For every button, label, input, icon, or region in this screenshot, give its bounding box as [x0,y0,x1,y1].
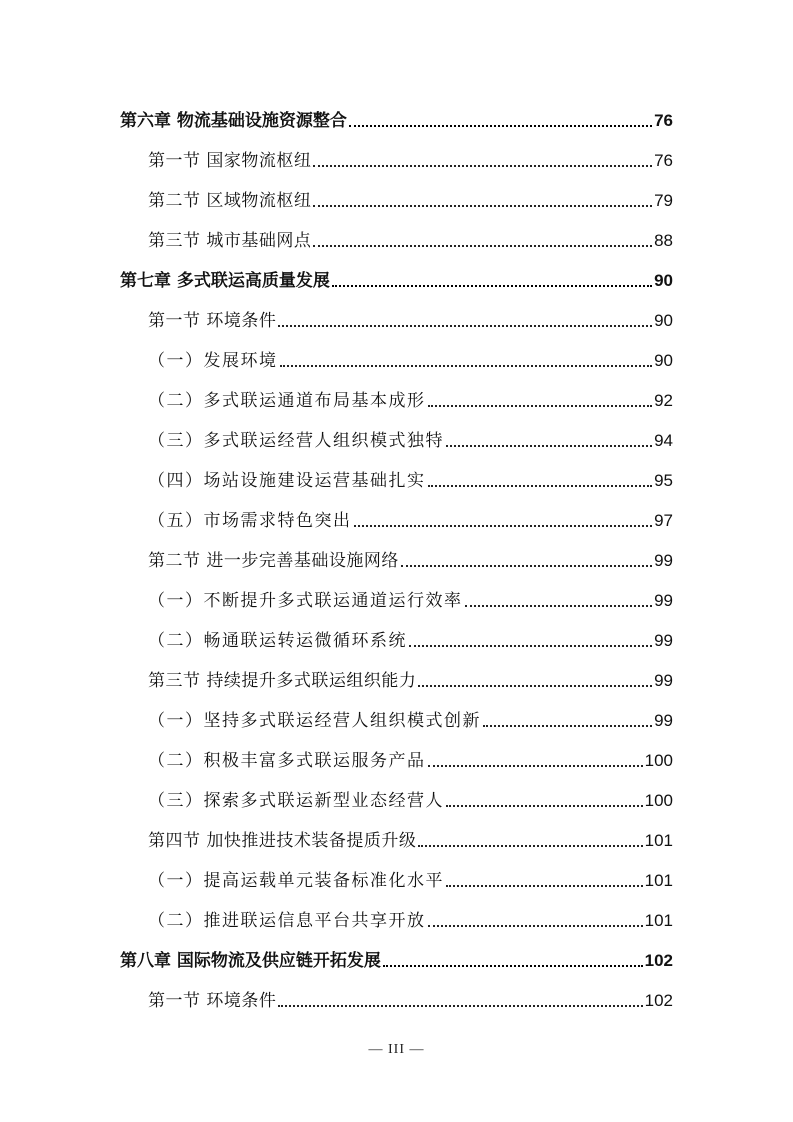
toc-entry-label: （五）市场需求特色突出 [148,511,352,531]
toc-entry[interactable] [148,346,673,372]
toc-entry-label: 第三节 持续提升多式联运组织能力 [148,671,417,691]
toc-entry-label: （一）提高运载单元装备标准化水平 [148,871,444,891]
toc-entry-label: 第一节 环境条件 [148,991,277,1011]
dot-leader [383,965,643,967]
toc-entry-page: 99 [654,671,673,690]
dot-leader [428,405,653,407]
toc-entry[interactable] [120,106,673,132]
toc-entry-label: 第一节 环境条件 [148,311,277,331]
toc-entry[interactable] [148,146,673,172]
toc-entry-label: （三）多式联运经营人组织模式独特 [148,431,444,451]
toc-entry[interactable] [148,546,673,572]
toc-entry[interactable] [148,986,673,1012]
toc-entry[interactable] [148,226,673,252]
toc-entry-page: 101 [644,911,673,930]
dot-leader [354,525,653,527]
toc-entry-page: 90 [654,311,673,330]
toc-entry[interactable] [148,506,673,532]
toc-entry-page: 102 [644,991,673,1010]
toc-entry-page: 99 [654,591,673,610]
toc-entry[interactable] [148,386,673,412]
dot-leader [313,245,652,247]
toc-entry-label: （二）畅通联运转运微循环系统 [148,631,407,651]
dot-leader [418,845,642,847]
toc-entry-label: （一）坚持多式联运经营人组织模式创新 [148,711,481,731]
dot-leader [428,765,643,767]
dot-leader [446,445,652,447]
toc-entry-label: 第二节 进一步完善基础设施网络 [148,551,399,571]
toc-entry[interactable] [148,866,673,892]
dot-leader [446,885,643,887]
page-number: — III — [368,1042,425,1057]
toc-entry-page: 92 [654,391,673,410]
toc-entry-label: （三）探索多式联运新型业态经营人 [148,791,444,811]
toc-entry[interactable] [148,706,673,732]
toc-entry-page: 76 [654,111,673,130]
dot-leader [280,365,653,367]
toc-entry-label: 第一节 国家物流枢纽 [148,151,312,171]
toc-entry-label: 第三节 城市基础网点 [148,231,312,251]
toc-entry[interactable] [148,826,673,852]
dot-leader [465,605,653,607]
toc-entry-page: 94 [654,431,673,450]
toc-entry-page: 76 [654,151,673,170]
toc-entry-label: （一）发展环境 [148,351,278,371]
toc-entry-page: 101 [644,871,673,890]
toc-entry-page: 99 [654,711,673,730]
toc-entry[interactable] [148,466,673,492]
toc-entry-page: 90 [654,271,673,290]
dot-leader [313,165,652,167]
toc-entry[interactable] [148,906,673,932]
toc-entry-label: 第六章 物流基础设施资源整合 [120,111,347,131]
dot-leader [278,325,652,327]
toc-entry-label: 第七章 多式联运高质量发展 [120,271,330,291]
toc-entry[interactable] [120,946,673,972]
dot-leader [418,685,652,687]
toc-entry-page: 90 [654,351,673,370]
dot-leader [278,1005,642,1007]
toc-entry-label: （一）不断提升多式联运通道运行效率 [148,591,463,611]
toc-entry[interactable] [148,426,673,452]
toc-entry-label: 第八章 国际物流及供应链开拓发展 [120,951,381,971]
toc-entry-page: 102 [644,951,673,970]
dot-leader [428,925,643,927]
toc-entry-page: 99 [654,551,673,570]
toc-entry-label: （二）多式联运通道布局基本成形 [148,391,426,411]
dot-leader [428,485,653,487]
dot-leader [401,565,652,567]
toc-entry-page: 99 [654,631,673,650]
toc-entry[interactable] [148,666,673,692]
toc-entry[interactable] [148,306,673,332]
toc-entry-page: 95 [654,471,673,490]
toc-entry[interactable] [120,266,673,292]
toc-entry[interactable] [148,626,673,652]
toc-entry[interactable] [148,786,673,812]
toc-entry-page: 79 [654,191,673,210]
toc-entry-page: 88 [654,231,673,250]
dot-leader [483,725,652,727]
toc-entry-label: （二）积极丰富多式联运服务产品 [148,751,426,771]
dot-leader [409,645,652,647]
toc-entry-label: （四）场站设施建设运营基础扎实 [148,471,426,491]
toc-entry[interactable] [148,186,673,212]
dot-leader [332,285,652,287]
toc-entry-page: 100 [644,751,673,770]
toc-entry-label: 第四节 加快推进技术装备提质升级 [148,831,417,851]
toc-entry[interactable] [148,746,673,772]
toc-entry-page: 101 [644,831,673,850]
toc-entry-label: （二）推进联运信息平台共享开放 [148,911,426,931]
toc-entry[interactable] [148,586,673,612]
dot-leader [313,205,652,207]
dot-leader [446,805,643,807]
dot-leader [349,125,652,127]
toc-entry-page: 100 [644,791,673,810]
toc-entry-page: 97 [654,511,673,530]
toc-entry-label: 第二节 区域物流枢纽 [148,191,312,211]
